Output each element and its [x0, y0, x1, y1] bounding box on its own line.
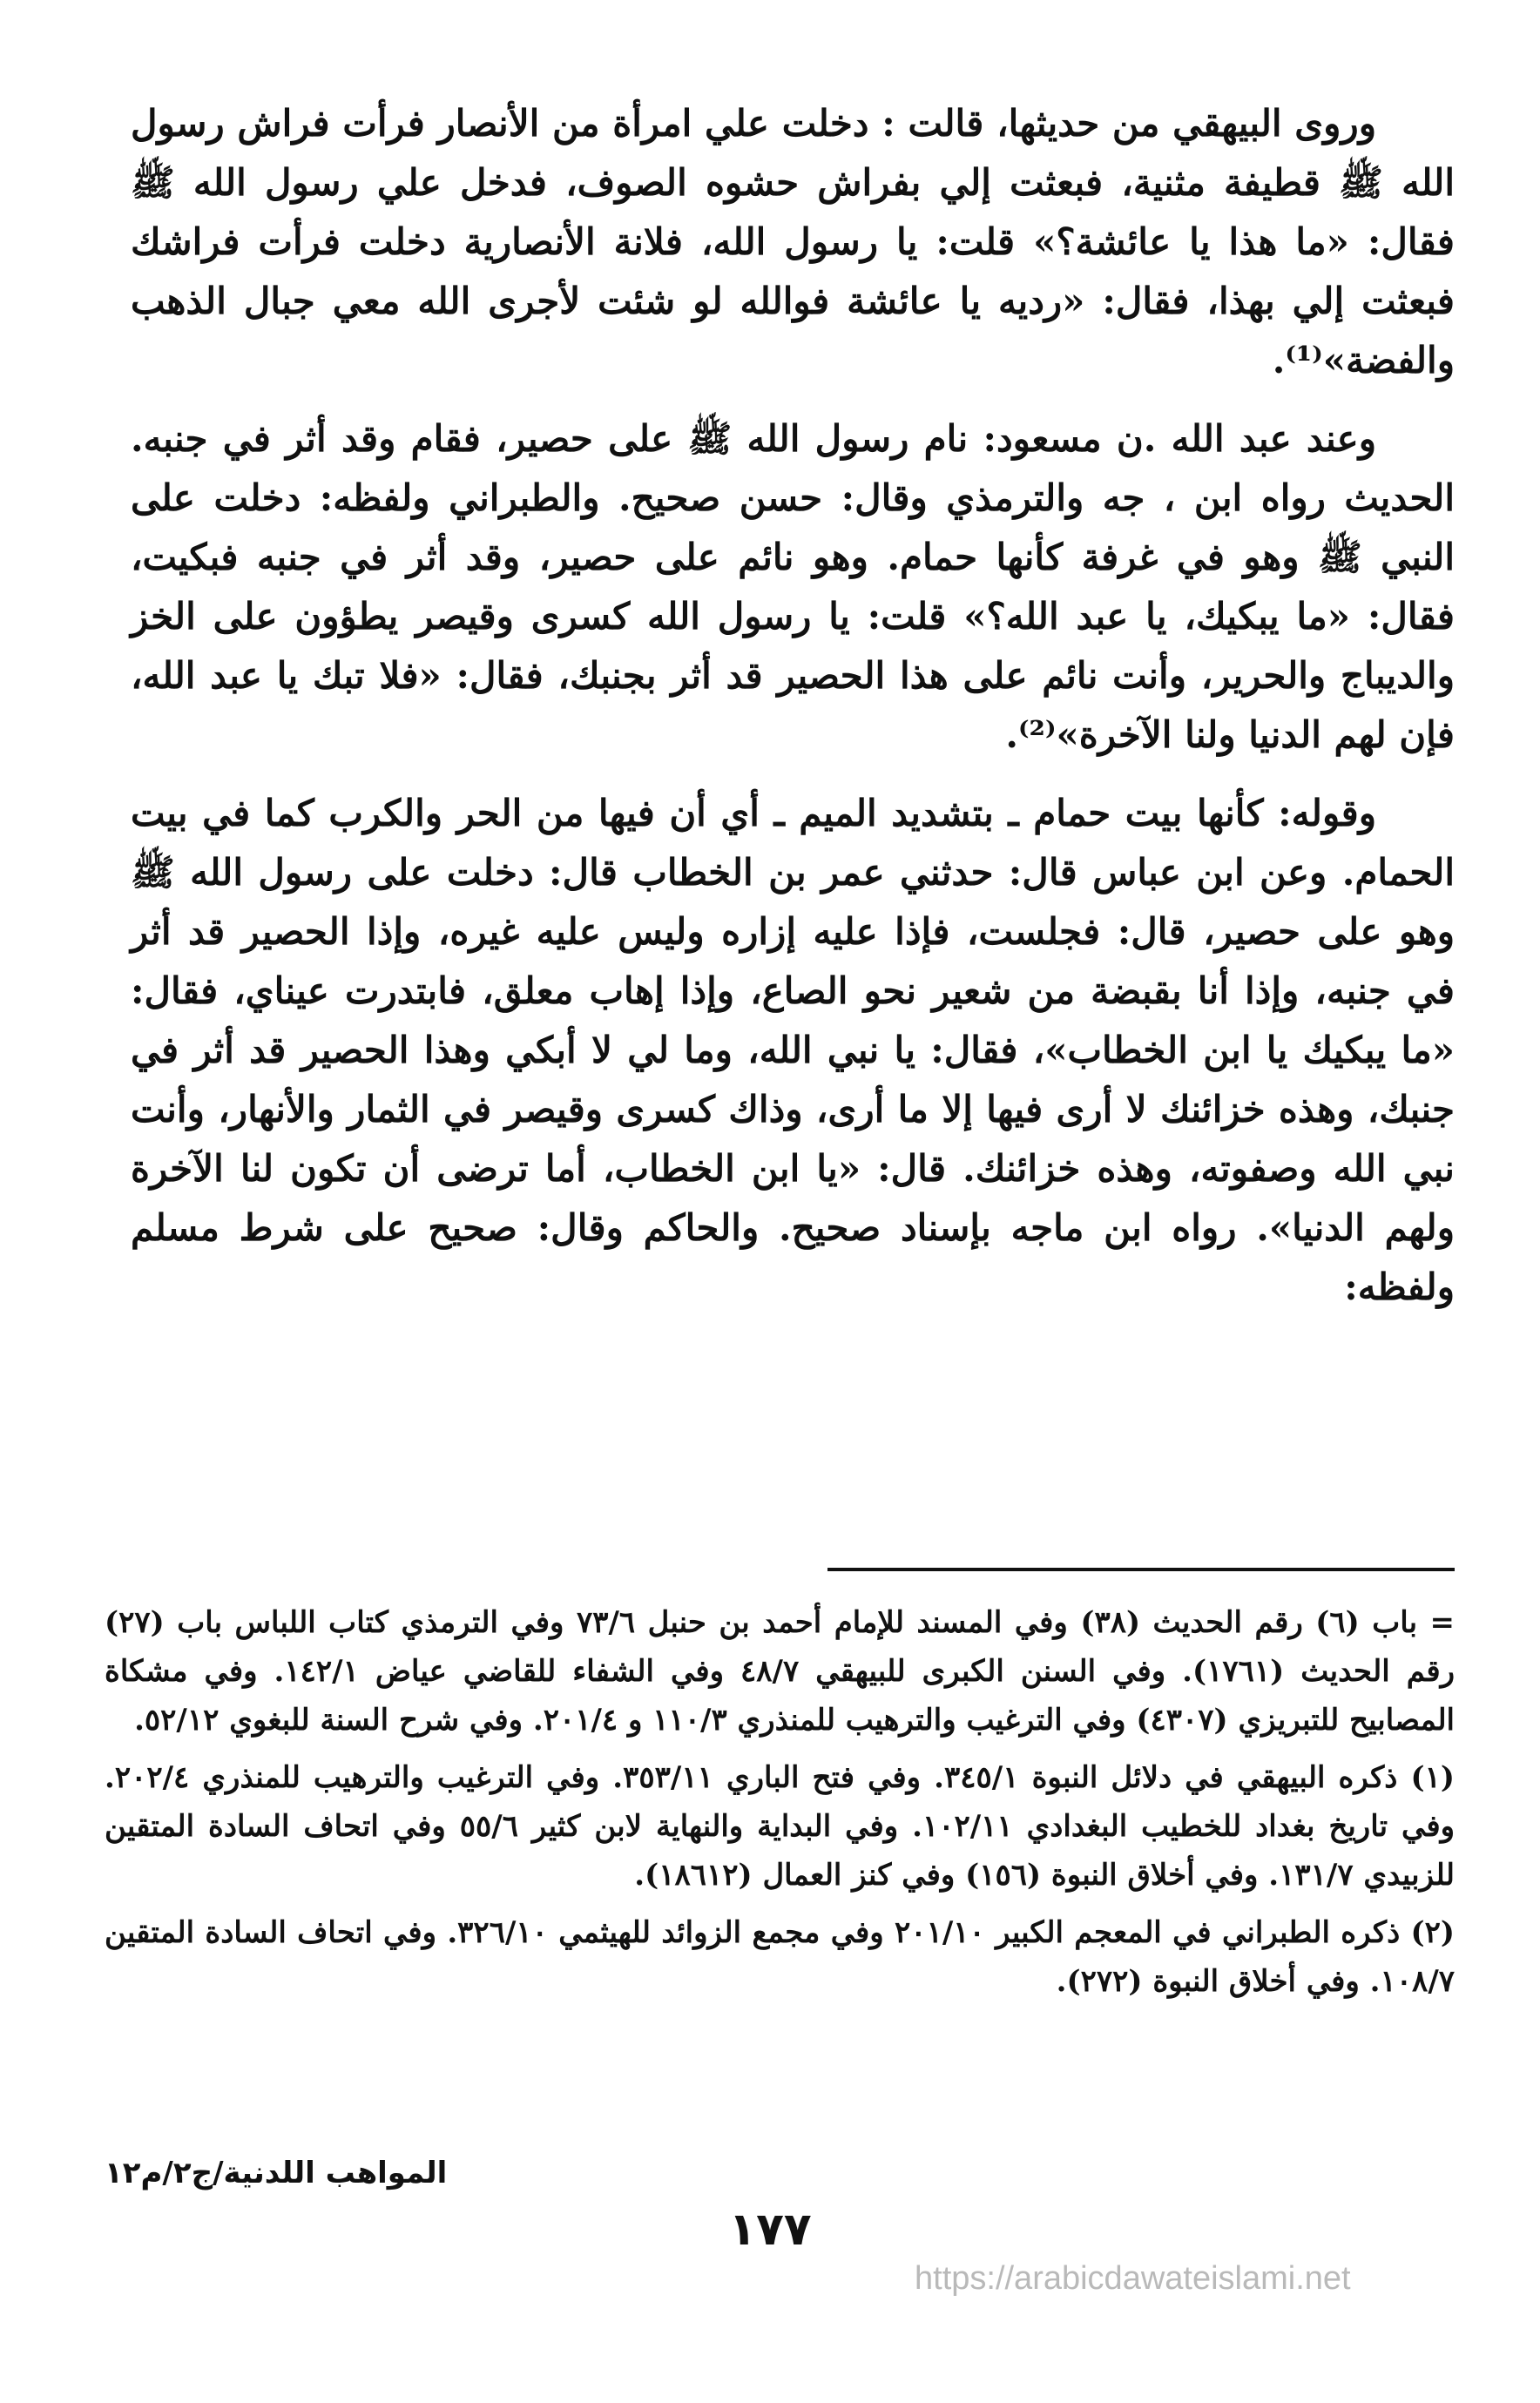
- running-footer: المواهب اللدنية/ج٢/م١٢: [105, 2156, 448, 2190]
- footnote-2: (٢) ذكره الطبراني في المعجم الكبير ٢٠١/١٠ وفي مجمع الزوائد للهيثمي ٣٢٦/١٠. وفي اتحاف السادة المتقين ١٠٨/٧. وفي أخلاق النبوة (٢٧٢).: [105, 1915, 1455, 1999]
- paragraph-3: وقوله: كأنها بيت حمام ـ بتشديد الميم ـ أي أن فيها من الحر والكرب كما في بيت الحمام. وعن ابن عباس قال: حدثني عمر بن الخطاب قال: دخلت على رسول الله ﷺ وهو على حصير، قال: فجلست، فإذا عليه إزاره وليس عليه غيره، وإذا الحصير قد أثر في جنبه، وإذا أنا بقبضة من شعير نحو الصاع، وإذا إهاب معلق، فابتدرت عيناي، فقال: «ما يبكيك يا ابن الخطاب»، فقال: يا نبي الله، وما لي لا أبكي وهذا الحصير قد أثر في جنبك، وهذه خزائنك لا أرى فيها إلا ما أرى، وذاك كسرى وقيصر في الثمار والأنهار، وأنت نبي الله وصفوته، وهذه خزائنك. قال: «يا ابن الخطاب، أما ترضى أن تكون لنا الآخرة ولهم الدنيا». رواه ابن ماجه بإسناد صحيح. والحاكم وقال: صحيح على شرط مسلم ولفظه:: [131, 792, 1455, 1308]
- paragraph-2: وعند عبد الله .ن مسعود: نام رسول الله ﷺ على حصير، فقام وقد أثر في جنبه. الحديث رواه ابن ، جه والترمذي وقال: حسن صحيح. والطبراني ولفظه: دخلت على النبي ﷺ وهو في غرفة كأنها حمام. وهو نائم على حصير، وقد أثر في جنبه فبكيت، فقال: «ما يبكيك، يا عبد الله؟» قلت: يا رسول الله كسرى وقيصر يطؤون على الخز والديباج والحرير، وأنت نائم على هذا الحصير قد أثر بجنبك، فقال: «فلا تبك يا عبد الله، فإن لهم الدنيا ولنا الآخرة»⁽²⁾.: [131, 417, 1455, 756]
- footnote-1: (١) ذكره البيهقي في دلائل النبوة ٣٤٥/١. وفي فتح الباري ٣٥٣/١١. وفي الترغيب والترهيب للمنذري ٢٠٢/٤. وفي تاريخ بغداد للخطيب البغدادي ١٠٢/١١. وفي البداية والنهاية لابن كثير ٥٥/٦ وفي اتحاف السادة المتقين للزبيدي ١٣١/٧. وفي أخلاق النبوة (١٥٦) وفي كنز العمال (١٨٦١٢).: [105, 1760, 1455, 1893]
- footnote-continued: = باب (٦) رقم الحديث (٣٨) وفي المسند للإمام أحمد بن حنبل ٧٣/٦ وفي الترمذي كتاب اللباس باب (٢٧) رقم الحديث (١٧٦١). وفي السنن الكبرى للبيهقي ٤٨/٧ وفي الشفاء للقاضي عياض ١٤٢/١. وفي مشكاة المصابيح للتبريزي (٤٣٠٧) وفي الترغيب والترهيب للمنذري ١١٠/٣ و ٢٠١/٤. وفي شرح السنة للبغوي ٥٢/١٢.: [105, 1605, 1455, 1738]
- main-text: [131, 94, 1455, 1336]
- paragraph-1: وروى البيهقي من حديثها، قالت : دخلت علي امرأة من الأنصار فرأت فراش رسول الله ﷺ قطيفة مثنية، فبعثت إلي بفراش حشوه الصوف، فدخل علي رسول الله ﷺ فقال: «ما هذا يا عائشة؟» قلت: يا رسول الله، فلانة الأنصارية دخلت فرأت فراشك فبعثت إلي بهذا، فقال: «رديه يا عائشة فوالله لو شئت لأجرى الله معي جبال الذهب والفضة»⁽¹⁾.: [131, 102, 1455, 381]
- watermark-url: https://arabicdawateislami.net: [915, 2260, 1351, 2297]
- page-number: ١٧٧: [728, 2204, 812, 2256]
- footnote-separator: [827, 1568, 1455, 1571]
- footnotes: [105, 1598, 1455, 2015]
